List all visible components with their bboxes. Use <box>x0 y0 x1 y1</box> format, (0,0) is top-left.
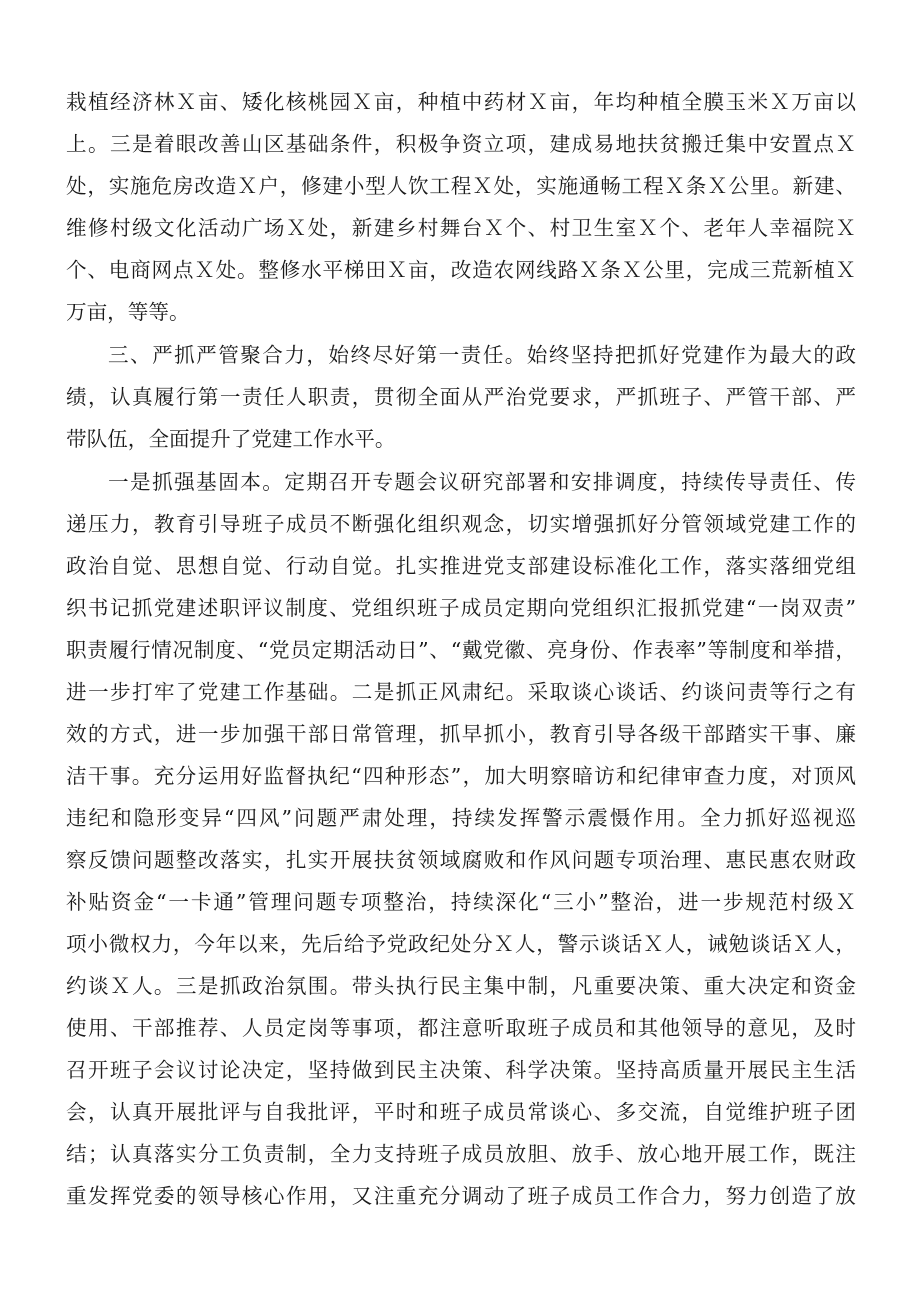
text-line: 效的方式，进一步加强干部日常管理，抓早抓小，教育引导各级干部踏实干事、廉 <box>66 722 856 746</box>
text-line: 使用、干部推荐、人员定岗等事项，都注意听取班子成员和其他领导的意见，及时 <box>66 1016 856 1040</box>
text-line: 个、电商网点Ｘ处。整修水平梯田Ｘ亩，改造农网线路Ｘ条Ｘ公里，完成三荒新植Ｘ <box>66 258 856 282</box>
text-line: 递压力，教育引导班子成员不断强化组织观念，切实增强抓好分管领域党建工作的 <box>66 512 856 536</box>
text-line: 察反馈问题整改落实，扎实开展扶贫领域腐败和作风问题专项治理、惠民惠农财政 <box>66 848 856 872</box>
text-line: 栽植经济林Ｘ亩、矮化核桃园Ｘ亩，种植中药材Ｘ亩，年均种植全膜玉米Ｘ万亩以 <box>66 90 856 114</box>
text-line: 上。三是着眼改善山区基础条件，积极争资立项，建成易地扶贫搬迁集中安置点Ｘ <box>66 132 856 156</box>
text-line: 会，认真开展批评与自我批评，平时和班子成员常谈心、多交流，自觉维护班子团 <box>66 1100 856 1124</box>
text-line: 项小微权力，今年以来，先后给予党政纪处分Ｘ人，警示谈话Ｘ人，诫勉谈话Ｘ人， <box>66 932 856 956</box>
text-line: 约谈Ｘ人。三是抓政治氛围。带头执行民主集中制，凡重要决策、重大决定和资金 <box>66 974 856 998</box>
text-line: 召开班子会议讨论决定，坚持做到民主决策、科学决策。坚持高质量开展民主生活 <box>66 1058 856 1082</box>
text-line: 绩，认真履行第一责任人职责，贯彻全面从严治党要求，严抓班子、严管干部、严 <box>66 385 856 409</box>
text-line: 补贴资金“一卡通”管理问题专项整治，持续深化“三小”整治，进一步规范村级Ｘ <box>66 890 856 914</box>
text-line: 职责履行情况制度、“党员定期活动日”、“戴党徽、亮身份、作表率”等制度和举措， <box>66 638 856 662</box>
text-line: 织书记抓党建述职评议制度、党组织班子成员定期向党组织汇报抓党建“一岗双责” <box>66 596 856 620</box>
text-line: 处，实施危房改造Ｘ户，修建小型人饮工程Ｘ处，实施通畅工程Ｘ条Ｘ公里。新建、 <box>66 174 856 198</box>
text-line: 重发挥党委的领导核心作用，又注重充分调动了班子成员工作合力，努力创造了放 <box>66 1184 856 1208</box>
text-line: 万亩，等等。 <box>66 300 190 324</box>
section-heading-line: 三、严抓严管聚合力，始终尽好第一责任。始终坚持把抓好党建作为最大的政 <box>108 343 856 367</box>
text-line: 带队伍，全面提升了党建工作水平。 <box>66 427 396 451</box>
text-line: 洁干事。充分运用好监督执纪“四种形态”，加大明察暗访和纪律审查力度，对顶风 <box>66 764 856 788</box>
text-line: 政治自觉、思想自觉、行动自觉。扎实推进党支部建设标准化工作，落实落细党组 <box>66 554 856 578</box>
text-line: 结；认真落实分工负责制，全力支持班子成员放胆、放手、放心地开展工作，既注 <box>66 1142 856 1166</box>
text-line: 违纪和隐形变异“四风”问题严肃处理，持续发挥警示震慑作用。全力抓好巡视巡 <box>66 806 856 830</box>
text-line: 维修村级文化活动广场Ｘ处，新建乡村舞台Ｘ个、村卫生室Ｘ个、老年人幸福院Ｘ <box>66 216 856 240</box>
paragraph-start-line: 一是抓强基固本。定期召开专题会议研究部署和安排调度，持续传导责任、传 <box>108 470 856 494</box>
text-line: 进一步打牢了党建工作基础。二是抓正风肃纪。采取谈心谈话、约谈问责等行之有 <box>66 680 856 704</box>
